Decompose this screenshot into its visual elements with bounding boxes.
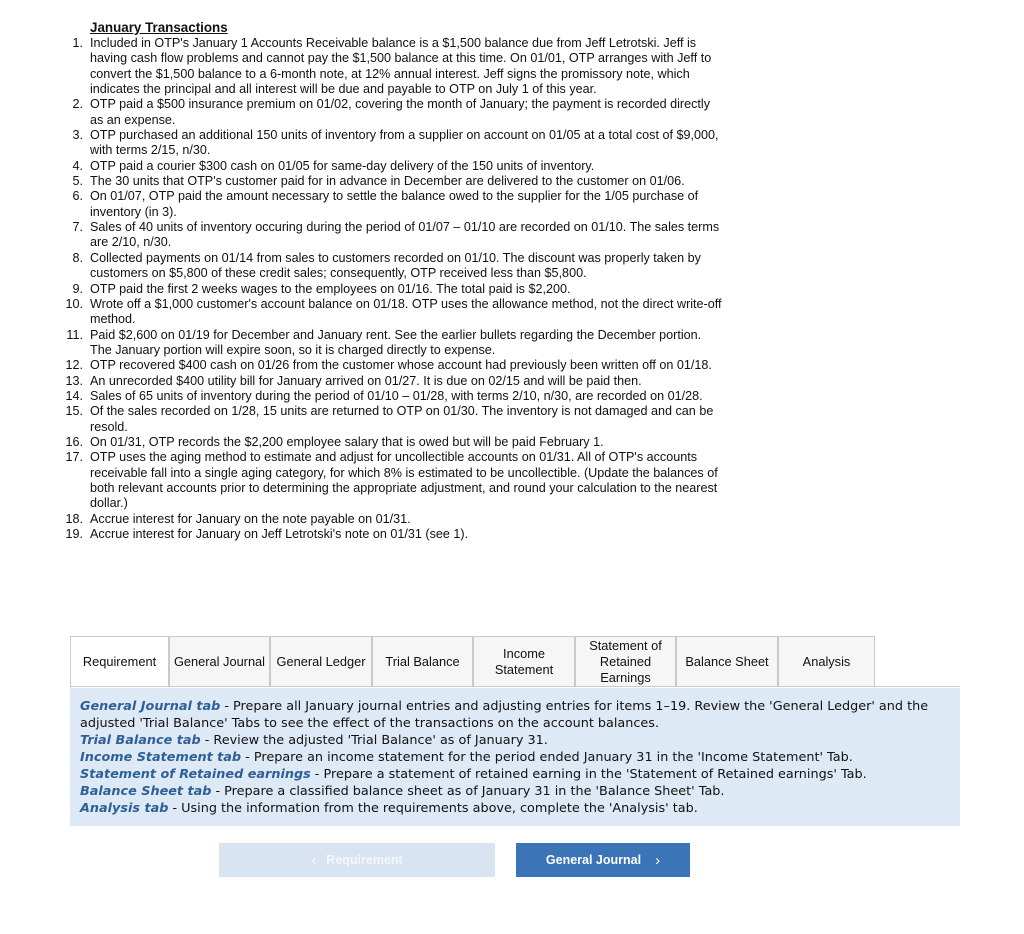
tab-general-journal[interactable]: General Journal <box>169 636 270 686</box>
list-item <box>56 374 726 389</box>
item-number: 3. <box>72 128 83 143</box>
transactions-list <box>56 36 726 542</box>
item-number: 11. <box>66 327 83 342</box>
requirement-text: - Prepare a classified balance sheet as of January 31 in the 'Balance Sheet' Tab. <box>211 784 725 799</box>
requirement-label: Trial Balance tab <box>80 733 201 748</box>
list-item <box>56 282 726 297</box>
requirement-trial-balance <box>80 732 950 749</box>
list-item <box>56 404 726 435</box>
requirement-label: Analysis tab <box>80 801 169 816</box>
item-text: Included in OTP's January 1 Accounts Receivable balance is a $1,500 balance due from Jeff Letrotski. Jeff is having cash flow problems and cannot pay the $1,500 balance at this time. On 01/01, OTP arranges with Jeff to convert the $1,500 balance to a 6-month note, at 12% annual interest. Jeff signs the promissory note, which indicates the principal and all interest will be due and payable to OTP on July 1 of this year. <box>90 36 712 97</box>
requirement-label: Statement of Retained earnings <box>80 767 311 782</box>
list-item <box>56 189 726 220</box>
requirement-label: Balance Sheet tab <box>80 784 212 799</box>
item-number: 8. <box>72 250 83 265</box>
item-number: 19. <box>65 527 83 541</box>
tab-income-statement[interactable]: Income Statement <box>473 636 575 686</box>
list-item <box>56 97 726 128</box>
item-number: 7. <box>72 220 83 235</box>
item-text: Paid $2,600 on 01/19 for December and January rent. See the earlier bullets regarding the December portion. The January portion will expire soon, so it is charged directly to expense. <box>90 327 702 357</box>
tab-trial-balance[interactable]: Trial Balance <box>372 636 473 686</box>
item-number: 16. <box>65 434 83 449</box>
item-text: OTP purchased an additional 150 units of inventory from a supplier on account on 01/05 at a total cost of $9,000, with terms 2/15, n/30. <box>90 128 719 158</box>
item-number: 6. <box>72 189 83 204</box>
item-text: On 01/31, OTP records the $2,200 employee salary that is owed but will be paid February 1. <box>90 434 604 449</box>
item-number: 17. <box>65 450 83 465</box>
requirement-text: - Prepare a statement of retained earning in the 'Statement of Retained earnings' Tab. <box>310 767 867 782</box>
list-item <box>56 128 726 159</box>
item-number: 12. <box>65 358 83 373</box>
item-text: OTP uses the aging method to estimate and adjust for uncollectible accounts on 01/31. All of OTP's accounts receivable fall into a single aging category, for which 8% is estimated to be uncollectible. (Update the balances of both relevant accounts prior to determining the appropriate adjustment, and round your calculation to the nearest dollar.) <box>90 450 718 511</box>
list-item <box>56 450 726 511</box>
requirement-label: General Journal tab <box>80 699 221 714</box>
requirement-text: - Using the information from the requirements above, complete the 'Analysis' tab. <box>168 801 698 816</box>
next-button-label: General Journal <box>545 853 642 867</box>
item-number: 18. <box>65 511 83 526</box>
previous-button-label: Requirement <box>326 853 403 867</box>
item-text: OTP recovered $400 cash on 01/26 from the customer whose account had previously been written off on 01/18. <box>90 358 712 373</box>
requirement-retained-earnings <box>80 766 950 783</box>
chevron-right-icon: › <box>655 851 661 869</box>
tab-statement-of-retained-earnings[interactable]: Statement of Retained Earnings <box>575 636 676 686</box>
item-text: OTP paid a $500 insurance premium on 01/02, covering the month of January; the payment is recorded directly as an expense. <box>90 97 711 127</box>
tab-general-ledger[interactable]: General Ledger <box>270 636 372 686</box>
item-number: 5. <box>72 174 83 189</box>
chevron-left-icon: ‹ <box>311 851 317 869</box>
item-text: Sales of 40 units of inventory occuring during the period of 01/07 – 01/10 are recorded on 01/10. The sales terms are 2/10, n/30. <box>90 220 720 250</box>
list-item <box>56 358 726 373</box>
item-text: Wrote off a $1,000 customer's account balance on 01/18. OTP uses the allowance method, not the direct write-off method. <box>90 296 722 327</box>
item-text: Of the sales recorded on 1/28, 15 units are returned to OTP on 01/30. The inventory is not damaged and can be resold. <box>90 404 714 434</box>
item-text: Accrue interest for January on the note payable on 01/31. <box>90 511 411 526</box>
item-text: An unrecorded $400 utility bill for January arrived on 01/27. It is due on 02/15 and will be paid then. <box>90 373 642 388</box>
requirement-general-journal <box>80 698 950 732</box>
requirement-label: Income Statement tab <box>80 750 242 765</box>
list-item <box>56 174 726 189</box>
tab-divider <box>70 686 960 687</box>
item-number: 9. <box>72 281 83 296</box>
item-number: 10. <box>65 296 83 311</box>
requirement-balance-sheet <box>80 783 950 800</box>
item-number: 4. <box>72 158 83 173</box>
item-text: Collected payments on 01/14 from sales to customers recorded on 01/10. The discount was properly taken by customers on $5,800 of these credit sales; consequently, OTP received less than $5,800. <box>90 250 701 281</box>
previous-requirement-button[interactable] <box>219 843 495 877</box>
list-item <box>56 220 726 251</box>
tab-requirement[interactable]: Requirement <box>70 636 169 688</box>
list-item <box>56 512 726 527</box>
tab-bar <box>70 636 875 688</box>
list-item <box>56 328 726 359</box>
list-item <box>56 389 726 404</box>
requirement-text: - Prepare an income statement for the period ended January 31 in the 'Income Statement' Tab. <box>241 750 853 765</box>
list-item <box>56 297 726 328</box>
item-number: 15. <box>65 404 83 419</box>
next-general-journal-button[interactable] <box>516 843 690 877</box>
item-number: 1. <box>72 36 83 50</box>
item-number: 2. <box>72 97 83 112</box>
transactions-title: January Transactions <box>90 20 228 35</box>
requirement-income-statement <box>80 749 950 766</box>
list-item <box>56 251 726 282</box>
item-text: On 01/07, OTP paid the amount necessary to settle the balance owed to the supplier for the 1/05 purchase of inventory (in 3). <box>90 189 699 219</box>
item-text: The 30 units that OTP's customer paid for in advance in December are delivered to the customer on 01/06. <box>90 174 685 189</box>
requirement-text: - Prepare all January journal entries and adjusting entries for items 1–19. Review the 'General Ledger' and the adjusted 'Trial Balance' Tabs to see the effect of the transactions on the account balances. <box>80 699 929 731</box>
requirement-text: - Review the adjusted 'Trial Balance' as of January 31. <box>200 733 548 748</box>
item-number: 14. <box>65 388 83 403</box>
tab-analysis[interactable]: Analysis <box>778 636 875 686</box>
tab-balance-sheet[interactable]: Balance Sheet <box>676 636 778 686</box>
transactions-section <box>56 20 726 542</box>
requirement-analysis <box>80 800 950 817</box>
item-text: OTP paid a courier $300 cash on 01/05 for same-day delivery of the 150 units of inventory. <box>90 158 595 173</box>
list-item <box>56 527 726 542</box>
item-text: Sales of 65 units of inventory during the period of 01/10 – 01/28, with terms 2/10, n/30, are recorded on 01/28. <box>90 388 703 403</box>
list-item <box>56 159 726 174</box>
item-number: 13. <box>65 373 83 388</box>
list-item <box>56 435 726 450</box>
item-text: Accrue interest for January on Jeff Letrotski's note on 01/31 (see 1). <box>90 527 469 541</box>
requirements-panel <box>70 688 960 826</box>
item-text: OTP paid the first 2 weeks wages to the employees on 01/16. The total paid is $2,200. <box>90 281 571 296</box>
list-item <box>56 36 726 97</box>
